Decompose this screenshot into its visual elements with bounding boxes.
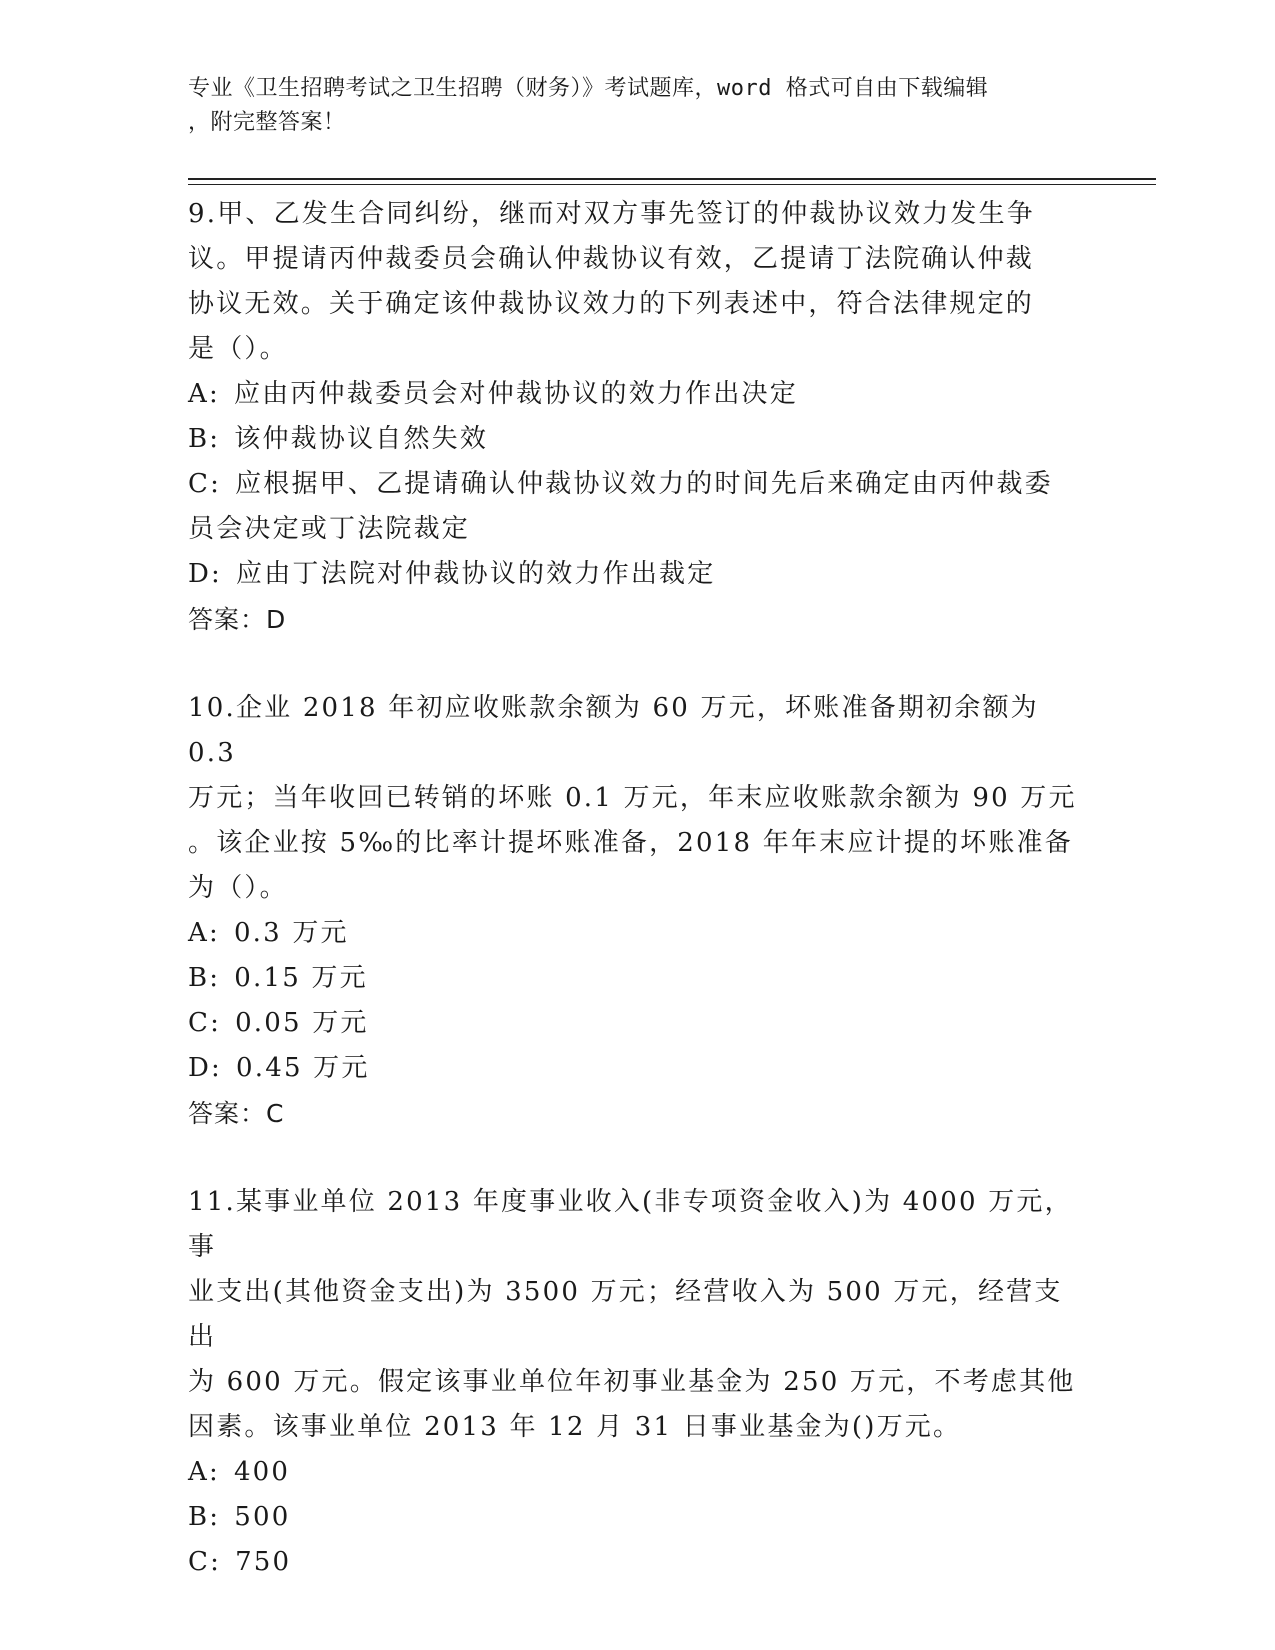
document-header [188,72,1088,140]
question-stem-line: 为 600 万元。假定该事业单位年初事业基金为 250 万元，不考虑其他 [188,1367,1076,1397]
question-stem-line: 10.企业 2018 年初应收账款余额为 60 万元，坏账准备期初余额为 0.3 [188,693,1039,768]
question-stem-line: 万元；当年收回已转销的坏账 0.1 万元，年末应收账款余额为 90 万元 [188,783,1077,813]
option-text: 400 [233,1457,291,1487]
option-text: 应由丁法院对仲裁协议的效力作出裁定 [236,559,716,589]
option-key: A: [188,379,220,409]
question-stem-line: 业支出(其他资金支出)为 3500 万元；经营收入为 500 万元，经营支出 [188,1277,1063,1352]
question-stem-line: 9.甲、乙发生合同纠纷，继而对双方事先签订的仲裁协议效力发生争 [188,199,1036,229]
option-c [188,507,1088,552]
option-b [188,1495,1088,1540]
question-block [188,1180,1088,1585]
option-text: 该仲裁协议自然失效 [234,424,489,454]
question-list [188,192,1088,1629]
question-block [188,686,1088,1136]
header-line-1: 专业《卫生招聘考试之卫生招聘（财务）》考试题库，word 格式可自由下载编辑 [188,76,989,101]
option-text: 应由丙仲裁委员会对仲裁协议的效力作出决定 [233,379,798,409]
option-text: 0.45 万元 [236,1053,370,1083]
option-text: 应根据甲、乙提请确认仲裁协议效力的时间先后来确定由丙仲裁委 [235,469,1053,499]
option-d [188,1046,1088,1091]
question-stem-line: 。该企业按 5‰的比率计提坏账准备，2018 年年末应计提的坏账准备 [188,828,1073,858]
option-a [188,911,1088,956]
question-stem-line: 为（）。 [188,873,288,903]
option-b [188,956,1088,1001]
option-text: 员会决定或丁法院裁定 [188,514,471,544]
option-a [188,372,1088,417]
header-divider-thin [188,184,1156,185]
option-c [188,462,1088,507]
option-text: 0.15 万元 [234,963,368,993]
question-stem-line: 协议无效。关于确定该仲裁协议效力的下列表述中，符合法律规定的 [188,289,1035,319]
option-text: 0.05 万元 [235,1008,369,1038]
option-key: C: [188,1547,222,1577]
option-key: D: [188,1053,223,1083]
option-b [188,417,1088,462]
option-key: B: [188,963,221,993]
option-key: A: [188,918,220,948]
question-stem-line: 11.某事业单位 2013 年度事业收入(非专项资金收入)为 4000 万元，事 [188,1187,1073,1262]
answer-line: 答案：D [188,605,287,634]
option-c [188,1540,1088,1585]
option-d [188,552,1088,597]
option-key: B: [188,1502,221,1532]
question-stem-line: 因素。该事业单位 2013 年 12 月 31 日事业基金为()万元。 [188,1412,962,1442]
option-key: B: [188,424,221,454]
option-a [188,1450,1088,1495]
question-stem-line: 议。甲提请丙仲裁委员会确认仲裁协议有效，乙提请丁法院确认仲裁 [188,244,1035,274]
question-stem-line: 是（）。 [188,334,288,364]
option-text: 750 [235,1547,292,1577]
option-key: C: [188,469,222,499]
header-line-2: ，附完整答案！ [188,110,346,135]
option-c [188,1001,1088,1046]
option-key: D: [188,559,223,589]
answer-line: 答案：C [188,1099,285,1128]
option-text: 0.3 万元 [233,918,349,948]
question-block [188,192,1088,642]
header-divider-thick [188,178,1156,180]
option-key: C: [188,1008,222,1038]
option-key: A: [188,1457,220,1487]
option-text: 500 [234,1502,291,1532]
